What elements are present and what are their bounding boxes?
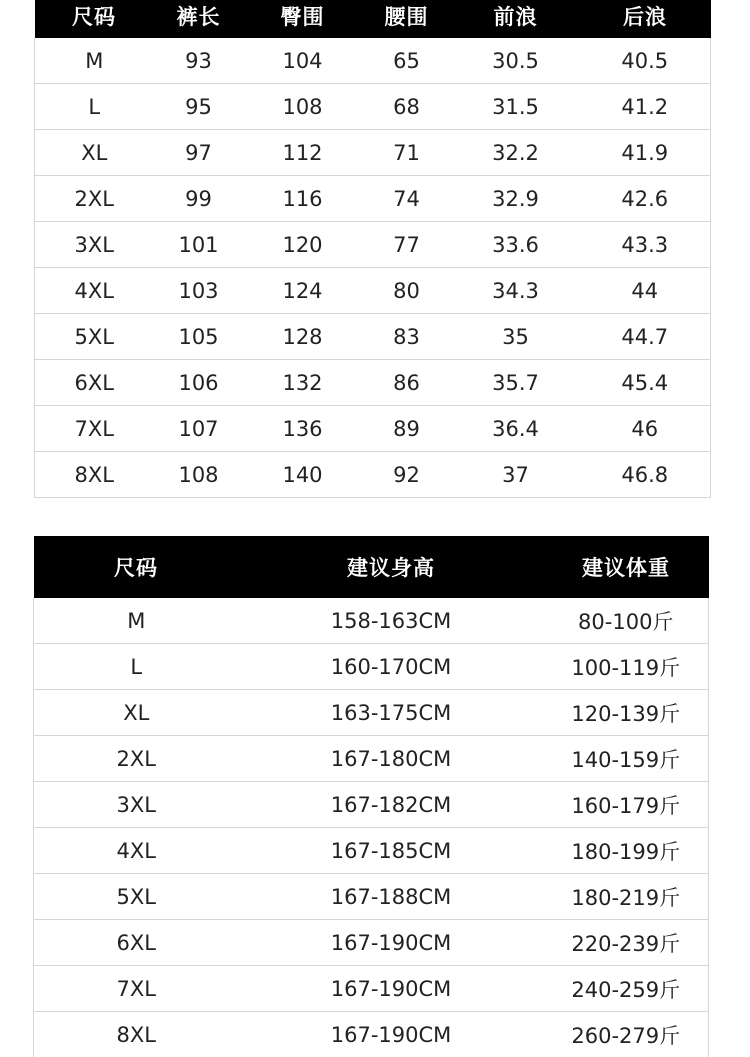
front-rise-cell: 33.6 [452,222,580,268]
hip-cell: 132 [244,360,362,406]
recommended-weight-cell: 80-100斤 [544,598,709,644]
size-cell: 8XL [34,1012,239,1057]
recommended-weight-cell: 180-199斤 [544,828,709,874]
table-row [34,782,709,828]
pants-length-cell: 95 [154,84,244,130]
table-row [34,874,709,920]
recommended-height-cell: 158-163CM [239,598,544,644]
header-back-rise: 后浪 [580,0,711,38]
table-row [34,1012,709,1057]
front-rise-cell: 30.5 [452,38,580,84]
recommended-weight-cell: 260-279斤 [544,1012,709,1057]
recommended-height-cell: 167-182CM [239,782,544,828]
pants-length-cell: 97 [154,130,244,176]
recommended-height-cell: 167-185CM [239,828,544,874]
pants-length-cell: 103 [154,268,244,314]
table-row [35,176,711,222]
recommended-height-cell: 167-190CM [239,966,544,1012]
front-rise-cell: 32.2 [452,130,580,176]
pants-length-cell: 101 [154,222,244,268]
size-cell: 2XL [34,736,239,782]
waist-cell: 86 [362,360,452,406]
recommended-weight-cell: 240-259斤 [544,966,709,1012]
table-row [35,268,711,314]
recommended-height-cell: 167-190CM [239,920,544,966]
size-cell: L [35,84,154,130]
back-rise-cell: 44.7 [580,314,711,360]
table-row [34,690,709,736]
front-rise-cell: 35.7 [452,360,580,406]
table-row [35,314,711,360]
back-rise-cell: 45.4 [580,360,711,406]
size-cell: 4XL [35,268,154,314]
waist-cell: 80 [362,268,452,314]
header-recommended-weight: 建议体重 [544,536,709,598]
hip-cell: 120 [244,222,362,268]
front-rise-cell: 37 [452,452,580,498]
back-rise-cell: 41.9 [580,130,711,176]
pants-length-cell: 108 [154,452,244,498]
size-cell: M [35,38,154,84]
table-row [35,222,711,268]
table-row [34,644,709,690]
size-cell: 3XL [35,222,154,268]
back-rise-cell: 42.6 [580,176,711,222]
size-cell: 3XL [34,782,239,828]
hip-cell: 112 [244,130,362,176]
recommended-height-cell: 160-170CM [239,644,544,690]
recommended-weight-cell: 120-139斤 [544,690,709,736]
table-row [35,452,711,498]
measurements-header-row [35,0,711,38]
waist-cell: 92 [362,452,452,498]
front-rise-cell: 34.3 [452,268,580,314]
waist-cell: 68 [362,84,452,130]
hip-cell: 136 [244,406,362,452]
hip-cell: 140 [244,452,362,498]
recommended-weight-cell: 140-159斤 [544,736,709,782]
table-row [34,828,709,874]
back-rise-cell: 46.8 [580,452,711,498]
size-cell: 5XL [34,874,239,920]
back-rise-cell: 41.2 [580,84,711,130]
pants-length-cell: 106 [154,360,244,406]
pants-length-cell: 107 [154,406,244,452]
front-rise-cell: 32.9 [452,176,580,222]
recommended-height-cell: 163-175CM [239,690,544,736]
header-recommended-height: 建议身高 [239,536,544,598]
header-size: 尺码 [35,0,154,38]
recommended-height-cell: 167-190CM [239,1012,544,1057]
waist-cell: 83 [362,314,452,360]
size-cell: XL [35,130,154,176]
size-cell: XL [34,690,239,736]
recommended-weight-cell: 100-119斤 [544,644,709,690]
hip-cell: 128 [244,314,362,360]
header-hip: 臀围 [244,0,362,38]
waist-cell: 71 [362,130,452,176]
table-row [35,406,711,452]
recommended-height-cell: 167-188CM [239,874,544,920]
recommended-weight-cell: 180-219斤 [544,874,709,920]
table-row [34,966,709,1012]
size-cell: M [34,598,239,644]
recommendation-table [33,536,709,1057]
hip-cell: 108 [244,84,362,130]
table-row [34,920,709,966]
front-rise-cell: 35 [452,314,580,360]
recommendation-header-row [34,536,709,598]
header-waist: 腰围 [362,0,452,38]
header-size: 尺码 [34,536,239,598]
size-cell: 6XL [35,360,154,406]
size-cell: 5XL [35,314,154,360]
table-row [35,84,711,130]
hip-cell: 124 [244,268,362,314]
waist-cell: 74 [362,176,452,222]
recommended-weight-cell: 220-239斤 [544,920,709,966]
pants-length-cell: 99 [154,176,244,222]
front-rise-cell: 31.5 [452,84,580,130]
back-rise-cell: 43.3 [580,222,711,268]
size-cell: 7XL [35,406,154,452]
table-row [35,130,711,176]
front-rise-cell: 36.4 [452,406,580,452]
size-cell: 6XL [34,920,239,966]
back-rise-cell: 46 [580,406,711,452]
back-rise-cell: 40.5 [580,38,711,84]
hip-cell: 116 [244,176,362,222]
size-cell: 2XL [35,176,154,222]
header-pants-length: 裤长 [154,0,244,38]
pants-length-cell: 105 [154,314,244,360]
table-row [34,598,709,644]
measurements-table [34,0,711,498]
table-row [35,38,711,84]
size-cell: L [34,644,239,690]
waist-cell: 77 [362,222,452,268]
table-row [35,360,711,406]
header-front-rise: 前浪 [452,0,580,38]
waist-cell: 89 [362,406,452,452]
size-cell: 7XL [34,966,239,1012]
waist-cell: 65 [362,38,452,84]
table-row [34,736,709,782]
pants-length-cell: 93 [154,38,244,84]
size-cell: 8XL [35,452,154,498]
size-cell: 4XL [34,828,239,874]
recommended-weight-cell: 160-179斤 [544,782,709,828]
hip-cell: 104 [244,38,362,84]
back-rise-cell: 44 [580,268,711,314]
recommended-height-cell: 167-180CM [239,736,544,782]
